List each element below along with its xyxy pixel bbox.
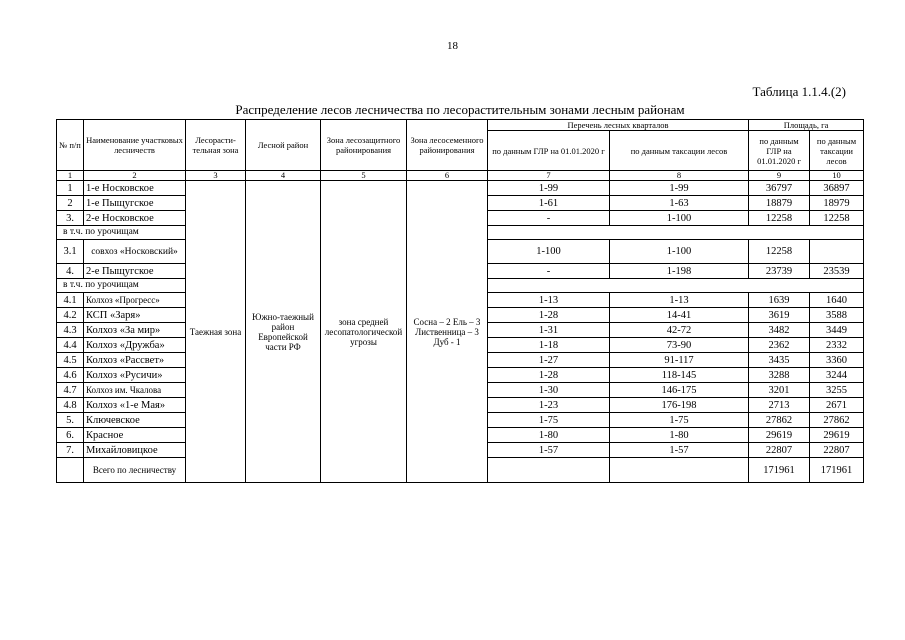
area-tax-cell: 3449 xyxy=(810,323,864,338)
header-area-group: Площадь, га xyxy=(749,120,864,131)
area-glr-cell: 3201 xyxy=(749,383,810,398)
row-number-cell: 4.2 xyxy=(57,308,84,323)
header-area-tax: по данным таксации лесов xyxy=(810,131,864,171)
quarters-tax-cell: 73-90 xyxy=(610,338,749,353)
quarters-glr-cell: 1-80 xyxy=(488,428,610,443)
row-name-cell: совхоз «Носковский» xyxy=(84,240,186,264)
row-name-cell: Колхоз «Прогресс» xyxy=(84,293,186,308)
column-number-cell: 5 xyxy=(321,171,407,181)
area-glr-cell: 36797 xyxy=(749,181,810,196)
quarters-tax-cell: 91-117 xyxy=(610,353,749,368)
table-title: Распределение лесов лесничества по лесорастительным зонами лесным районам xyxy=(235,102,685,117)
area-tax-cell: 18979 xyxy=(810,196,864,211)
row-number-cell: 3. xyxy=(57,211,84,226)
quarters-tax-cell: 14-41 xyxy=(610,308,749,323)
header-quarters-glr: по данным ГЛР на 01.01.2020 г xyxy=(488,131,610,171)
quarters-glr-cell: 1-75 xyxy=(488,413,610,428)
row-name-cell: 2-е Носковское xyxy=(84,211,186,226)
header-name: Наименование участковых лесничеств xyxy=(84,120,186,171)
area-tax-cell: 3255 xyxy=(810,383,864,398)
area-glr-cell: 1639 xyxy=(749,293,810,308)
quarters-glr-cell: 1-28 xyxy=(488,368,610,383)
quarters-tax-cell: 1-13 xyxy=(610,293,749,308)
row-name-cell: 1-е Пыщугское xyxy=(84,196,186,211)
header-quarters-group: Перечень лесных кварталов xyxy=(488,120,749,131)
area-glr-cell: 27862 xyxy=(749,413,810,428)
row-number-cell: 4.1 xyxy=(57,293,84,308)
quarters-glr-cell: 1-61 xyxy=(488,196,610,211)
total-area-tax-cell: 171961 xyxy=(810,458,864,483)
column-number-cell: 8 xyxy=(610,171,749,181)
quarters-tax-cell: 118-145 xyxy=(610,368,749,383)
header-quarters-tax: по данным таксации лесов xyxy=(610,131,749,171)
area-glr-cell: 12258 xyxy=(749,211,810,226)
row-name-cell: Колхоз им. Чкалова xyxy=(84,383,186,398)
row-number-cell: 4.4 xyxy=(57,338,84,353)
table-label: Таблица 1.1.4.(2) xyxy=(752,84,846,99)
quarters-glr-cell: 1-30 xyxy=(488,383,610,398)
header-protection-zone: Зона лесозащитного районирования xyxy=(321,120,407,171)
area-glr-cell: 12258 xyxy=(749,240,810,264)
row-name-cell: 1-е Носковское xyxy=(84,181,186,196)
row-name-cell: Колхоз «Дружба» xyxy=(84,338,186,353)
header-forest-district: Лесной район xyxy=(246,120,321,171)
quarters-tax-cell: 1-100 xyxy=(610,240,749,264)
area-glr-cell: 2713 xyxy=(749,398,810,413)
area-tax-cell: 3244 xyxy=(810,368,864,383)
total-empty-cell xyxy=(488,458,610,483)
area-tax-cell: 23539 xyxy=(810,264,864,279)
row-name-cell: Ключевское xyxy=(84,413,186,428)
area-tax-cell: 36897 xyxy=(810,181,864,196)
row-number-cell: 2 xyxy=(57,196,84,211)
total-empty-cell xyxy=(610,458,749,483)
column-number-cell: 3 xyxy=(186,171,246,181)
row-number-cell: 6. xyxy=(57,428,84,443)
subheading-empty-cell xyxy=(488,279,864,293)
area-tax-cell: 3588 xyxy=(810,308,864,323)
area-glr-cell: 3619 xyxy=(749,308,810,323)
area-glr-cell: 29619 xyxy=(749,428,810,443)
quarters-tax-cell: 1-63 xyxy=(610,196,749,211)
merged-forest-zone-cell: Таежная зона xyxy=(186,181,246,483)
quarters-tax-cell: 1-57 xyxy=(610,443,749,458)
quarters-tax-cell: 146-175 xyxy=(610,383,749,398)
quarters-glr-cell: 1-18 xyxy=(488,338,610,353)
row-name-cell: 2-е Пыщугское xyxy=(84,264,186,279)
merged-seed-zone-cell: Сосна – 2 Ель – 3 Лиственница – 3 Дуб - 1 xyxy=(407,181,488,483)
area-tax-cell xyxy=(810,240,864,264)
quarters-glr-cell: 1-13 xyxy=(488,293,610,308)
area-tax-cell: 3360 xyxy=(810,353,864,368)
quarters-glr-cell: - xyxy=(488,264,610,279)
column-number-cell: 9 xyxy=(749,171,810,181)
row-number-cell: 4.3 xyxy=(57,323,84,338)
quarters-glr-cell: 1-99 xyxy=(488,181,610,196)
quarters-tax-cell: 1-75 xyxy=(610,413,749,428)
row-number-cell: 4.8 xyxy=(57,398,84,413)
subheading-cell: в т.ч. по урочищам xyxy=(57,226,186,240)
column-number-cell: 4 xyxy=(246,171,321,181)
column-number-cell: 6 xyxy=(407,171,488,181)
quarters-glr-cell: 1-31 xyxy=(488,323,610,338)
quarters-tax-cell: 1-99 xyxy=(610,181,749,196)
quarters-tax-cell: 1-100 xyxy=(610,211,749,226)
row-name-cell: Колхоз «Русичи» xyxy=(84,368,186,383)
row-number-cell: 4. xyxy=(57,264,84,279)
row-number-cell: 3.1 xyxy=(57,240,84,264)
area-tax-cell: 22807 xyxy=(810,443,864,458)
area-glr-cell: 23739 xyxy=(749,264,810,279)
row-name-cell: Михайловицкое xyxy=(84,443,186,458)
row-number-cell: 7. xyxy=(57,443,84,458)
row-number-cell: 4.5 xyxy=(57,353,84,368)
area-tax-cell: 2332 xyxy=(810,338,864,353)
total-num-cell xyxy=(57,458,84,483)
quarters-tax-cell: 1-80 xyxy=(610,428,749,443)
column-number-cell: 7 xyxy=(488,171,610,181)
area-tax-cell: 2671 xyxy=(810,398,864,413)
column-number-cell: 10 xyxy=(810,171,864,181)
area-glr-cell: 18879 xyxy=(749,196,810,211)
row-name-cell: Колхоз «Рассвет» xyxy=(84,353,186,368)
column-number-cell: 1 xyxy=(57,171,84,181)
quarters-glr-cell: 1-27 xyxy=(488,353,610,368)
quarters-glr-cell: 1-28 xyxy=(488,308,610,323)
header-num: № п/п xyxy=(57,120,84,171)
area-tax-cell: 1640 xyxy=(810,293,864,308)
area-tax-cell: 12258 xyxy=(810,211,864,226)
row-number-cell: 5. xyxy=(57,413,84,428)
quarters-tax-cell: 42-72 xyxy=(610,323,749,338)
row-name-cell: Колхоз «1-е Мая» xyxy=(84,398,186,413)
page-number: 18 xyxy=(447,40,458,52)
area-glr-cell: 3435 xyxy=(749,353,810,368)
merged-protection-zone-cell: зона средней лесопатологической угрозы xyxy=(321,181,407,483)
table-row xyxy=(57,181,864,196)
quarters-glr-cell: 1-23 xyxy=(488,398,610,413)
area-glr-cell: 3288 xyxy=(749,368,810,383)
row-name-cell: Колхоз «За мир» xyxy=(84,323,186,338)
area-glr-cell: 22807 xyxy=(749,443,810,458)
row-number-cell: 1 xyxy=(57,181,84,196)
row-name-cell: КСП «Заря» xyxy=(84,308,186,323)
quarters-glr-cell: 1-100 xyxy=(488,240,610,264)
column-numbers-row xyxy=(57,171,864,181)
row-number-cell: 4.6 xyxy=(57,368,84,383)
total-name-cell: Всего по лесничеству xyxy=(84,458,186,483)
quarters-glr-cell: - xyxy=(488,211,610,226)
forest-distribution-table xyxy=(56,119,864,483)
area-tax-cell: 29619 xyxy=(810,428,864,443)
area-glr-cell: 3482 xyxy=(749,323,810,338)
merged-forest-district-cell: Южно-таежный район Европейской части РФ xyxy=(246,181,321,483)
row-number-cell: 4.7 xyxy=(57,383,84,398)
area-tax-cell: 27862 xyxy=(810,413,864,428)
area-glr-cell: 2362 xyxy=(749,338,810,353)
column-number-cell: 2 xyxy=(84,171,186,181)
header-forest-zone: Лесорасти-тельная зона xyxy=(186,120,246,171)
subheading-empty-cell xyxy=(488,226,864,240)
header-seed-zone: Зона лесосеменного районирования xyxy=(407,120,488,171)
quarters-glr-cell: 1-57 xyxy=(488,443,610,458)
subheading-cell: в т.ч. по урочищам xyxy=(57,279,186,293)
header-area-glr: по данным ГЛР на 01.01.2020 г xyxy=(749,131,810,171)
quarters-tax-cell: 176-198 xyxy=(610,398,749,413)
quarters-tax-cell: 1-198 xyxy=(610,264,749,279)
total-area-glr-cell: 171961 xyxy=(749,458,810,483)
row-name-cell: Красное xyxy=(84,428,186,443)
